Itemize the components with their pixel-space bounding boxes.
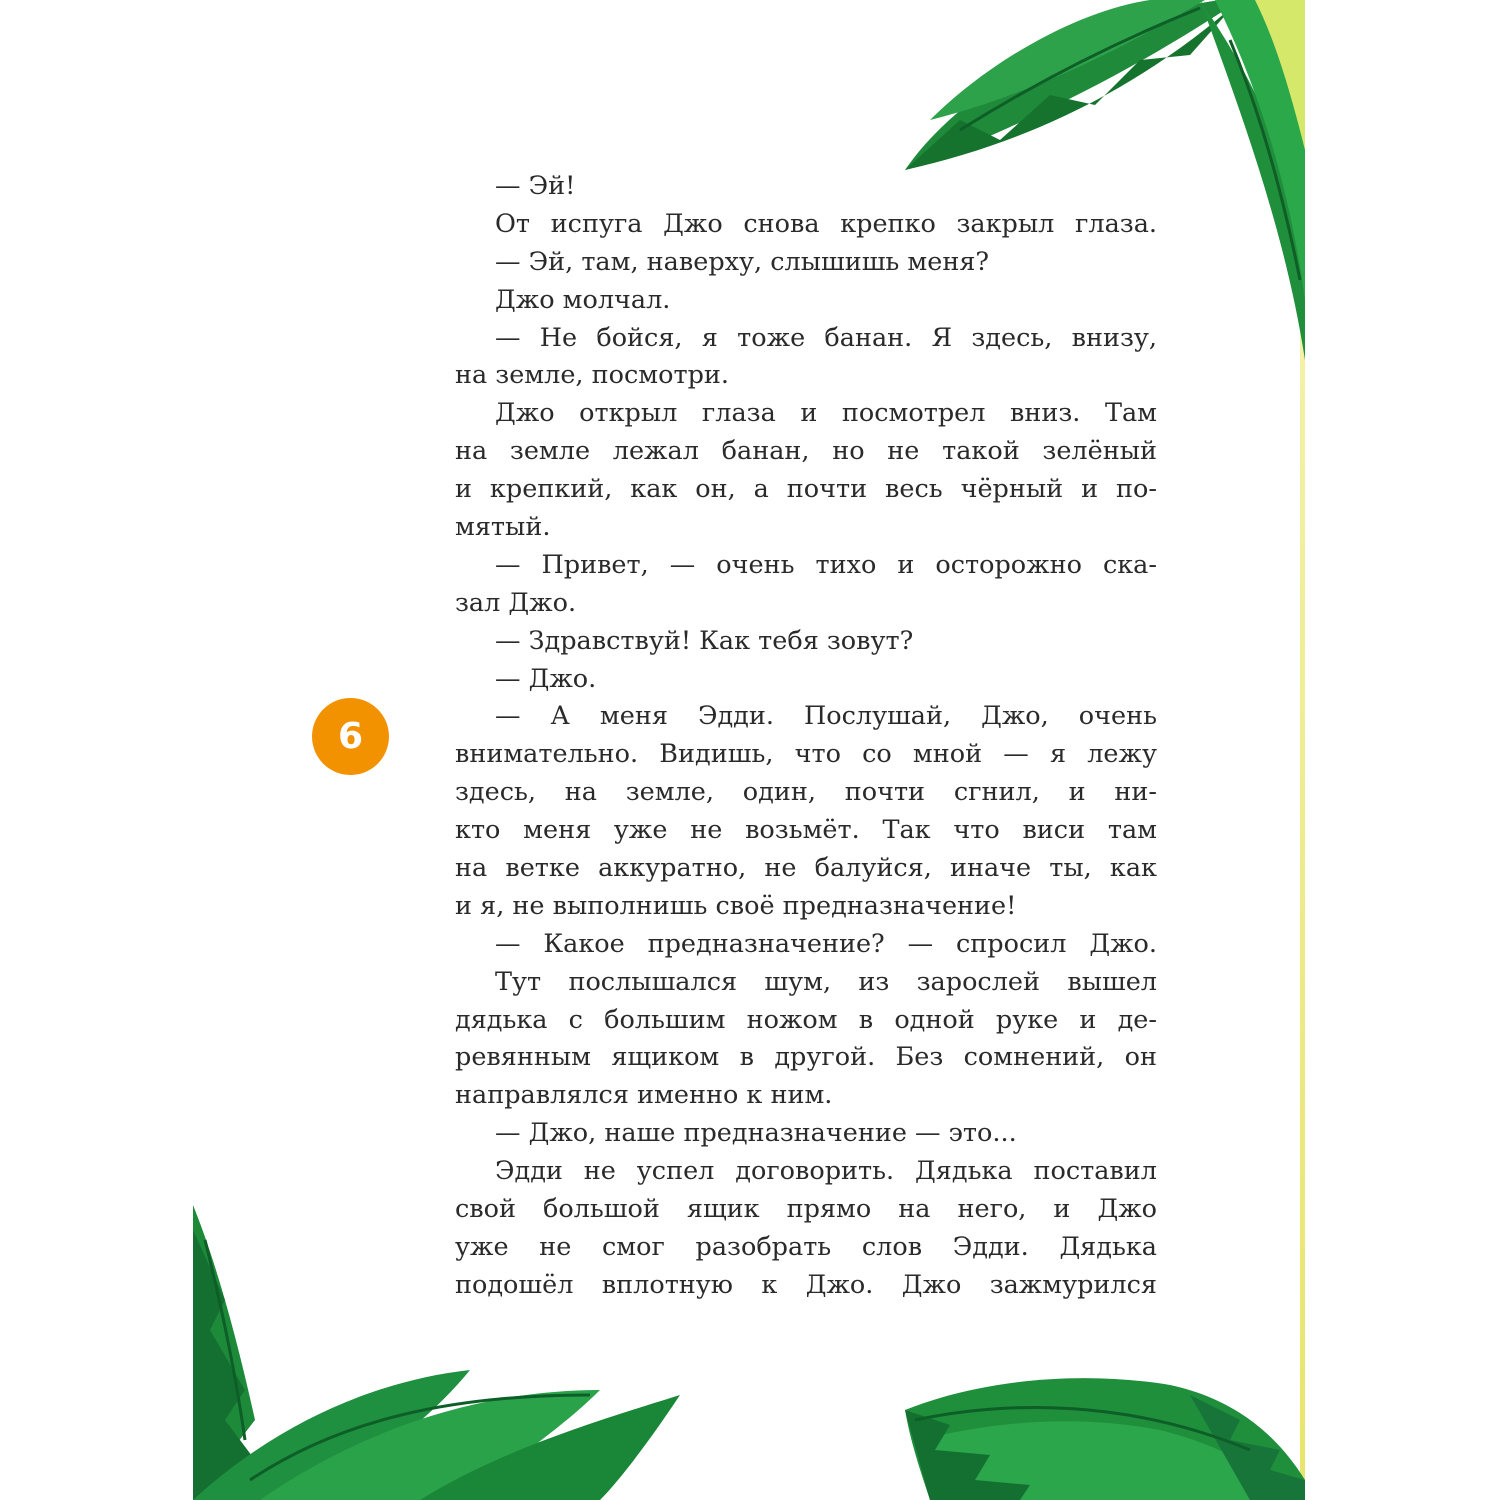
text-line: — А меня Эдди. Послушай, Джо, очень <box>495 701 1157 732</box>
text-line: уже не смог разобрать слов Эдди. Дядька <box>455 1231 1157 1262</box>
page-number-badge: 6 <box>312 698 389 775</box>
text-line: на земле, посмотри. <box>455 360 729 391</box>
text-line: внимательно. Видишь, что со мной — я лежу <box>455 739 1157 770</box>
text-line: — Эй! <box>495 171 576 201</box>
text-line: и я, не выполнишь своё предназначение! <box>455 890 1017 921</box>
palm-leaf-bottom-right <box>905 1378 1305 1500</box>
text-line: — Какое предназначение? — спросил Джо. <box>495 928 1157 959</box>
text-line: Тут послышался шум, из зарослей вышел <box>495 966 1157 997</box>
text-line: Джо открыл глаза и посмотрел вниз. Там <box>495 398 1157 429</box>
text-line: дядька с большим ножом в одной руке и де- <box>455 1004 1157 1035</box>
text-line: ревянным ящиком в другой. Без сомнений, он <box>455 1042 1157 1073</box>
text-line: здесь, на земле, один, почти сгнил, и ни- <box>455 777 1157 808</box>
story-text <box>455 168 1157 1305</box>
text-line: кто меня уже не возьмёт. Так что виси там <box>455 815 1157 846</box>
text-line: — Джо. <box>495 663 597 694</box>
text-line: на земле лежал банан, но не такой зелёный <box>455 436 1157 467</box>
text-line: От испуга Джо снова крепко закрыл глаза. <box>495 208 1157 239</box>
text-line: мятый. <box>455 512 551 543</box>
text-line: Джо молчал. <box>495 284 671 315</box>
text-line: и крепкий, как он, а почти весь чёрный и по- <box>455 474 1157 505</box>
text-line: — Джо, наше предназначение — это... <box>495 1118 1017 1149</box>
text-line: подошёл вплотную к Джо. Джо зажмурился <box>455 1269 1157 1300</box>
text-line: зал Джо. <box>455 587 577 618</box>
text-line: свой большой ящик прямо на него, и Джо <box>455 1194 1157 1225</box>
text-line: — Привет, — очень тихо и осторожно ска- <box>495 549 1157 580</box>
text-line: Эдди не успел договорить. Дядька поставил <box>495 1156 1157 1187</box>
text-line: — Здравствуй! Как тебя зовут? <box>495 625 914 656</box>
text-line: на ветке аккуратно, не балуйся, иначе ты, как <box>455 853 1157 884</box>
text-line: направлялся именно к ним. <box>455 1080 833 1111</box>
text-line: — Эй, там, наверху, слышишь меня? <box>495 246 990 277</box>
text-line: — Не бойся, я тоже банан. Я здесь, внизу, <box>495 322 1157 353</box>
